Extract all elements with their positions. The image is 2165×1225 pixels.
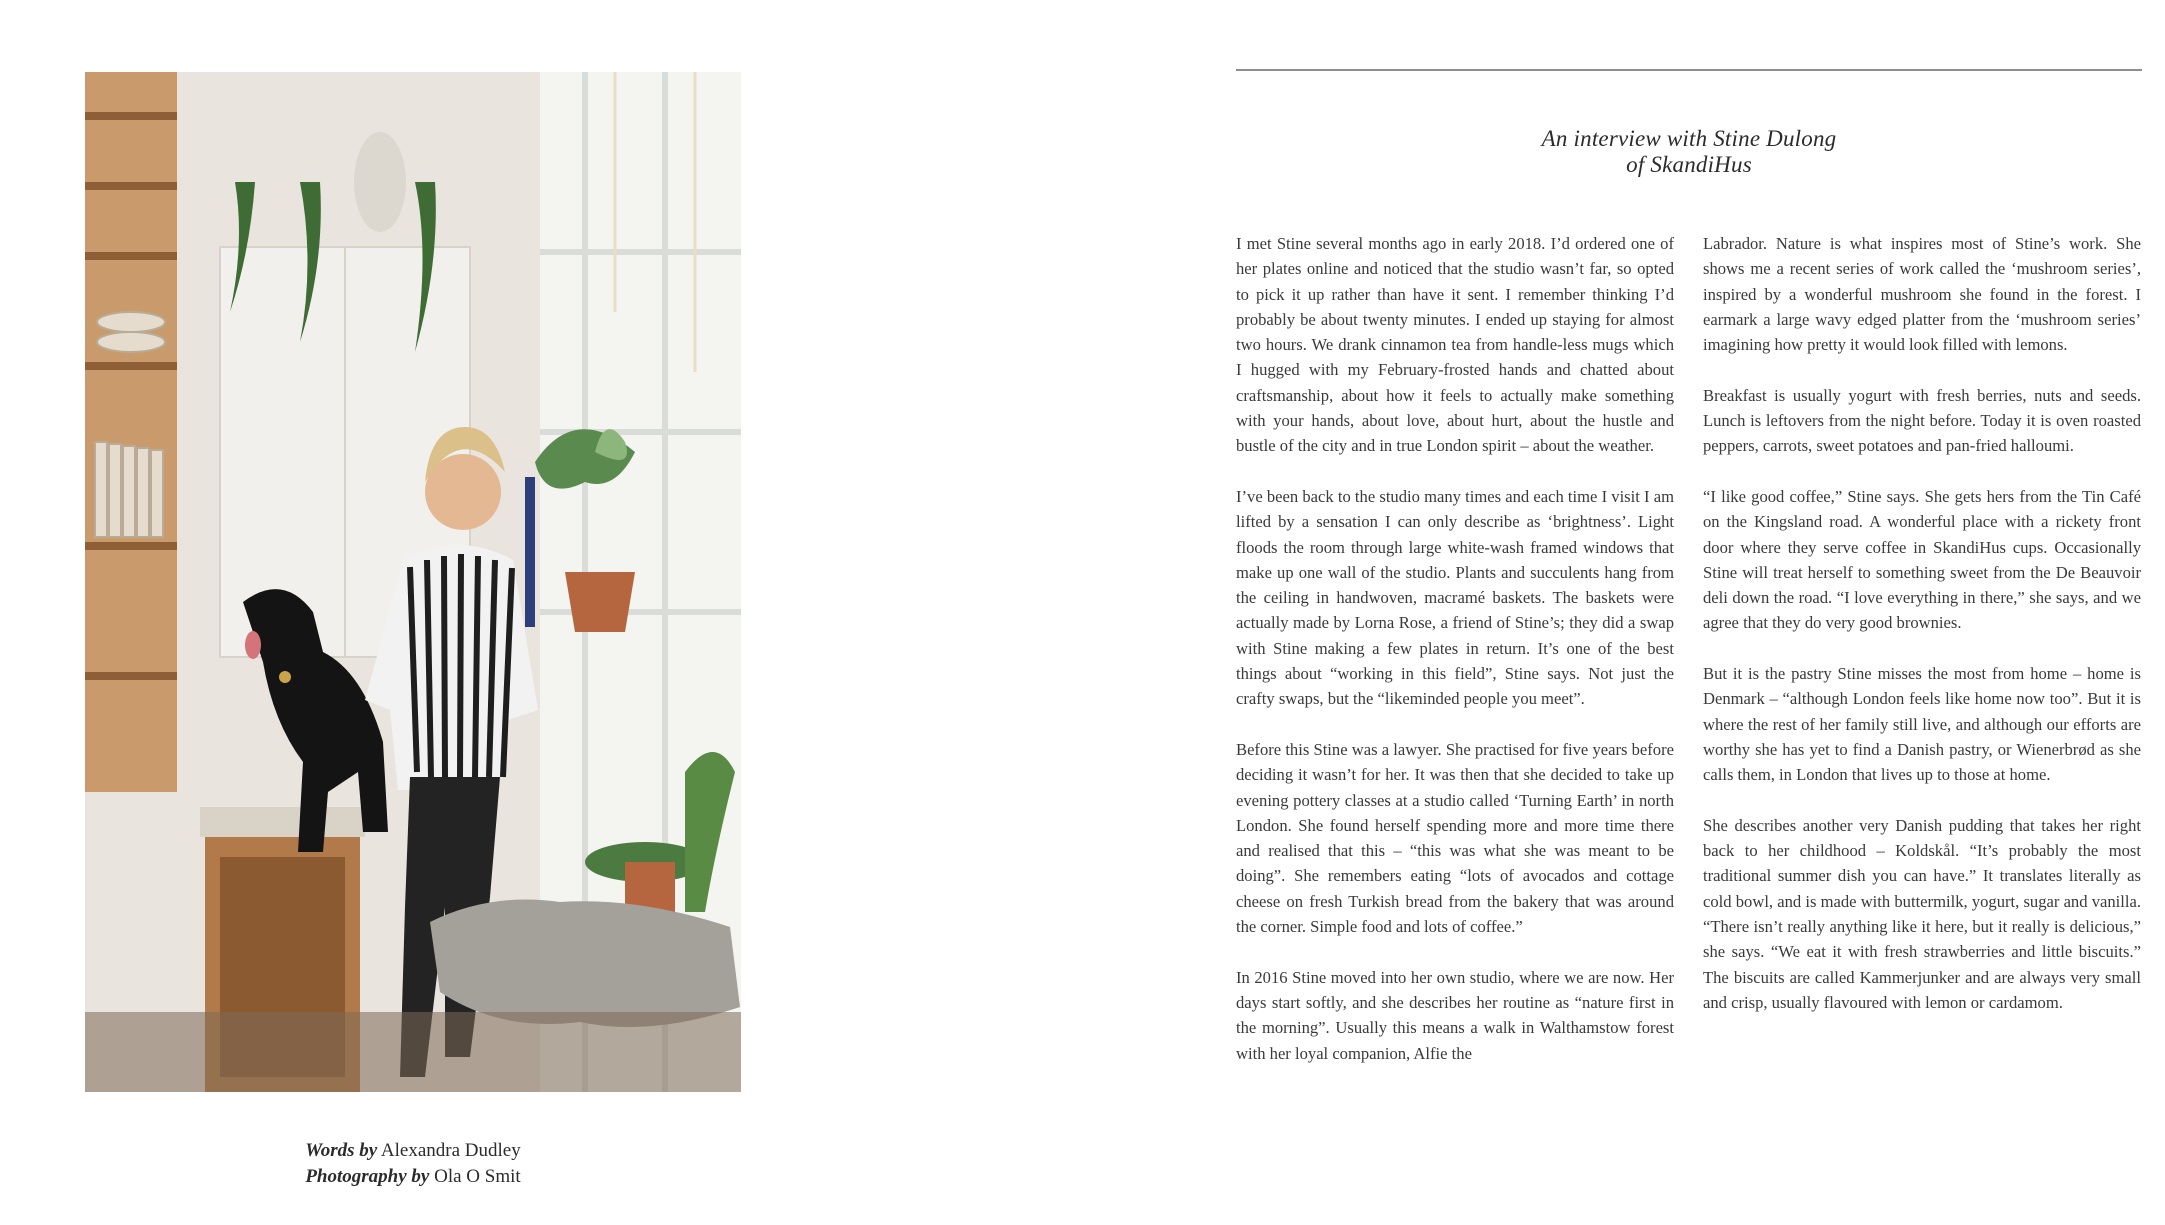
photography-credit-label: Photography by (305, 1166, 430, 1187)
paragraph: In 2016 Stine moved into her own studio, where we are now. Her days start softly, and she describes her routine as “nature first in the morning”. Usually this means a walk in Walthamstow forest with her loyal companion, Alfie the (1236, 967, 1674, 1063)
paragraph: I’ve been back to the studio many times and each time I visit I am lifted by a sensation I can only describe as ‘brightness’. Light floods the room through large white-wash framed windows that make up one wall of the studio. Plants and succulents hang from the ceiling in handwoven, macramé baskets. The baskets were actually made by Lorna Rose, a friend of Stine’s; they did a swap with Stine making a few plates in return. It’s one of the best things about “working in this field”, Stine says. Not just the crafty swaps, but the “likeminded people you meet”. (1236, 486, 1674, 709)
words-credit-label: Words by (305, 1140, 378, 1161)
paragraph: She describes another very Danish pudding that takes her right back to her childhood – Koldskål. “It’s probably the most traditional summer dish you can have.” It translates literally as cold bowl, and is made with buttermilk, yogurt, sugar and vanilla. “There isn’t really anything like it here, but it really is delicious,” she says. “We eat it with fresh strawberries and little biscuits.” The biscuits are called Kammerjunker and are always very small and crisp, usually flavoured with lemon or cardamom. (1703, 815, 2141, 1012)
article-title-line-1: An interview with Stine Dulong (1541, 126, 1837, 151)
article-title (1236, 126, 2142, 178)
paragraph: “I like good coffee,” Stine says. She gets hers from the Tin Café on the Kingsland road. A wonderful place with a rickety front door where they serve coffee in SkandiHus cups. Occasionally Stine will treat herself to something sweet from the De Beauvoir deli down the road. “I love everything in there,” she says, and we agree that they do very good brownies. (1703, 486, 2141, 633)
paragraph: I met Stine several months ago in early 2018. I’d ordered one of her plates online and noticed that the studio wasn’t far, so opted to pick it up rather than have it sent. I remember thinking I’d probably be about twenty minutes. I ended up staying for almost two hours. We drank cinnamon tea from handle-less mugs which I hugged with my February-frosted hands and chatted about craftsmanship, about how it feels to actually make something with your hands, about love, about hurt, about the hustle and bustle of the city and in true London spirit – about the weather. (1236, 234, 1674, 456)
paragraph: Breakfast is usually yogurt with fresh berries, nuts and seeds. Lunch is leftovers from the night before. Today it is oven roasted peppers, carrots, sweet potatoes and pan-fried halloumi. (1703, 385, 2141, 456)
article-column-right (1703, 231, 2141, 1015)
words-credit (85, 1138, 741, 1164)
words-credit-name: Alexandra Dudley (377, 1140, 521, 1161)
top-divider (1236, 69, 2142, 71)
paragraph: But it is the pastry Stine misses the most from home – home is Denmark – “although London feels like home now too”. But it is where the rest of her family still live, and although our efforts are worthy she has yet to find a Danish pastry, or Wienerbrød as she calls them, in London that lives up to those at home. (1703, 664, 2141, 785)
article-title-line-2: of SkandiHus (1626, 152, 1752, 177)
paragraph: Labrador. Nature is what inspires most of Stine’s work. She shows me a recent series of work called the ‘mushroom series’, inspired by a wonderful mushroom she found in the forest. I earmark a large wavy edged platter from the ‘mushroom series’ imagining how pretty it would look filled with lemons. (1703, 234, 2141, 355)
article-column-left (1236, 231, 1674, 1066)
paragraph: Before this Stine was a lawyer. She practised for five years before deciding it wasn’t for her. It was then that she decided to take up evening pottery classes at a studio called ‘Turning Earth’ in north London. She found herself spending more and more time there and realised that this – “this was what she was meant to be doing”. She remembers eating “lots of avocados and cottage cheese on fresh Turkish bread from the bakery that was around the corner. Simple food and lots of coffee.” (1236, 739, 1674, 937)
article-credits (85, 1138, 741, 1190)
studio-photograph (85, 72, 741, 1092)
photography-credit (85, 1164, 741, 1190)
photography-credit-name: Ola O Smit (429, 1166, 521, 1187)
